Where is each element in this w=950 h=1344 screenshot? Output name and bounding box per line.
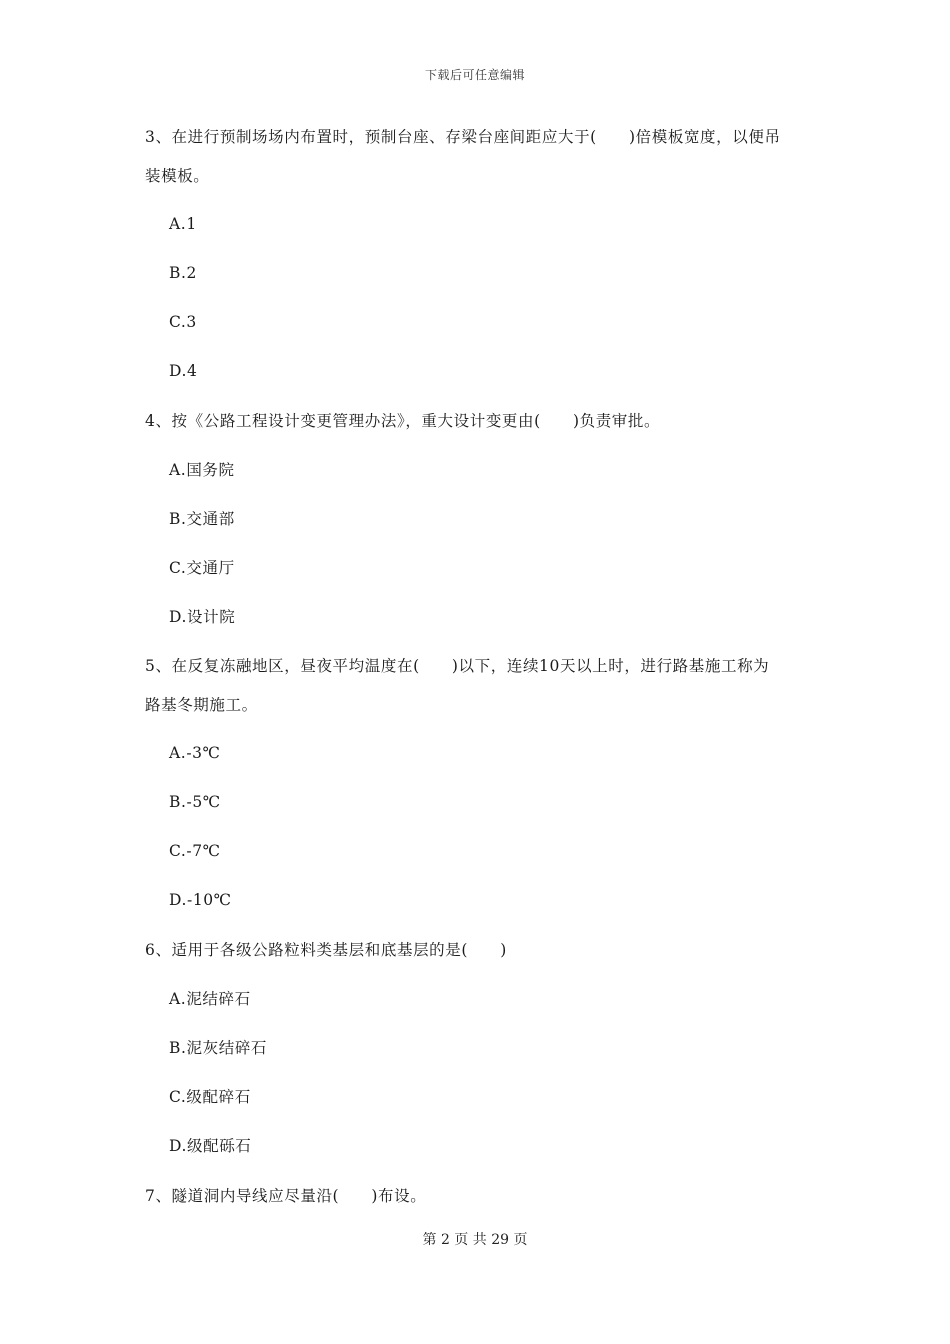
question-3-option-a: A.1 — [169, 215, 197, 233]
question-4-option-c: C.交通厅 — [169, 559, 235, 577]
question-3-option-c: C.3 — [169, 313, 197, 331]
question-4-option-d: D.设计院 — [169, 608, 236, 626]
question-6-option-d: D.级配砾石 — [169, 1137, 252, 1155]
question-6-option-c: C.级配碎石 — [169, 1088, 251, 1106]
question-6-option-a: A.泥结碎石 — [169, 990, 251, 1008]
question-5-option-a: A.-3℃ — [169, 744, 221, 762]
question-4-option-a: A.国务院 — [169, 461, 235, 479]
question-3-stem-line-2: 装模板。 — [145, 167, 210, 185]
question-5-stem-line-1: 5、在反复冻融地区，昼夜平均温度在( )以下，连续10天以上时，进行路基施工称为 — [145, 657, 770, 675]
question-5-option-c: C.-7℃ — [169, 842, 221, 860]
page-header: 下载后可任意编辑 — [424, 68, 525, 82]
question-7-stem-line-1: 7、隧道洞内导线应尽量沿( )布设。 — [145, 1187, 427, 1205]
question-6-stem-line-1: 6、适用于各级公路粒料类基层和底基层的是( ) — [145, 941, 507, 959]
question-5-option-b: B.-5℃ — [169, 793, 221, 811]
question-5-stem-line-2: 路基冬期施工。 — [145, 696, 258, 714]
question-6-option-b: B.泥灰结碎石 — [169, 1039, 268, 1057]
question-3-option-d: D.4 — [169, 362, 198, 380]
question-5-option-d: D.-10℃ — [169, 891, 232, 909]
question-4-option-b: B.交通部 — [169, 510, 235, 528]
page-footer: 第 2 页 共 29 页 — [422, 1232, 528, 1248]
question-3-option-b: B.2 — [169, 264, 197, 282]
question-4-stem-line-1: 4、按《公路工程设计变更管理办法》，重大设计变更由( )负责审批。 — [145, 412, 661, 430]
question-3-stem-line-1: 3、在进行预制场场内布置时，预制台座、存梁台座间距应大于( )倍模板宽度，以便吊 — [145, 128, 781, 146]
